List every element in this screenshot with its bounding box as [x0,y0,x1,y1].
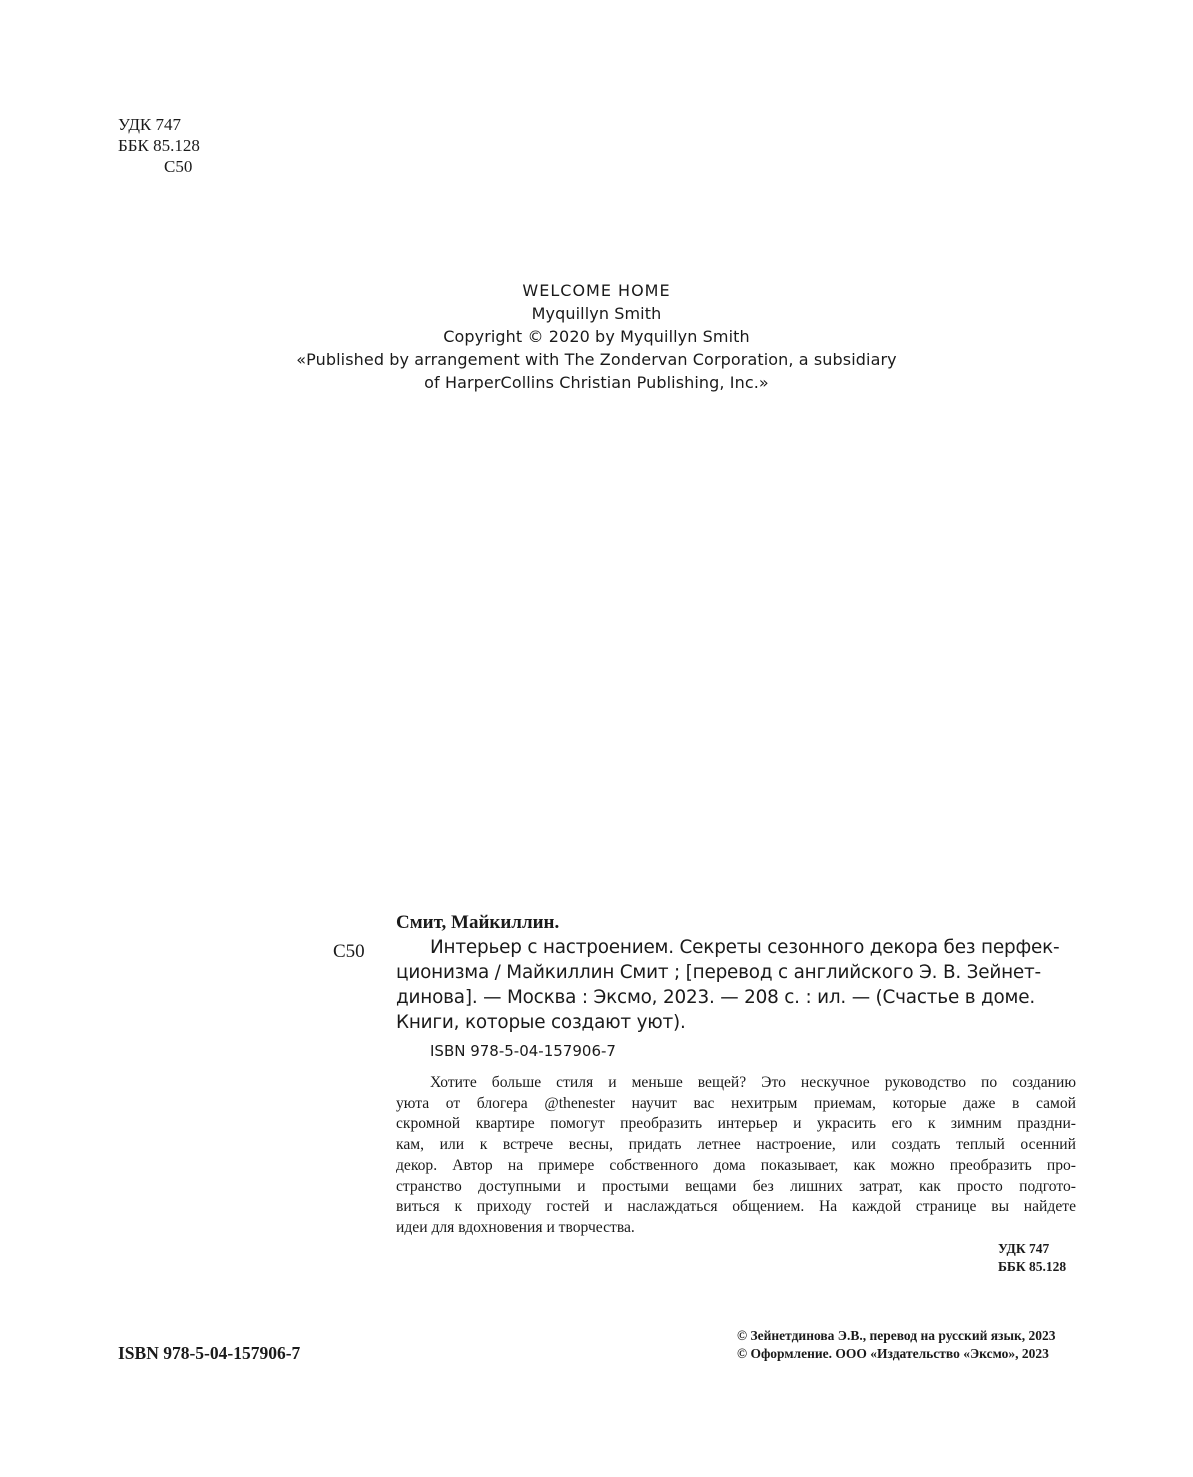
classification-right [998,1240,1066,1276]
record-isbn: ISBN 978-5-04-157906-7 [430,1042,616,1060]
copyright-notice: Copyright © 2020 by Myquillyn Smith [443,327,750,346]
record-author-mark: С50 [333,941,365,962]
bbk-code-right: ББК 85.128 [998,1259,1067,1274]
bbk-code: ББК 85.128 [118,136,200,155]
bib-line: Книги, которые создают уют). [396,1012,686,1033]
classification-block [118,114,200,177]
footer-isbn: ISBN 978-5-04-157906-7 [118,1343,301,1363]
arrangement-line-1: «Published by arrangement with The Zondervan Corporation, a subsidiary [296,350,897,369]
original-title: WELCOME HOME [522,281,671,300]
bib-line: ционизма / Майкиллин Смит ; [перевод с английского Э. В. Зейнет- [396,962,1041,983]
annotation-line: скромной квартире помогут преобразить интерьер и украсить его к зимним праздни- [396,1115,1076,1133]
udk-code-right: УДК 747 [998,1241,1050,1256]
translation-credit: © Зейнетдинова Э.В., перевод на русский язык, 2023 [737,1328,1056,1343]
author-mark: С50 [164,157,193,176]
udk-code: УДК 747 [118,115,182,134]
original-author: Myquillyn Smith [531,304,662,323]
copyright-block [0,279,1193,394]
footer-credits [737,1327,1056,1363]
annotation-line: виться к приходу гостей и наслаждаться общением. На каждой странице вы найдете [396,1198,1076,1216]
annotation-line: идеи для вдохновения и творчества. [396,1218,635,1236]
annotation-line: Хотите больше стиля и меньше вещей? Это нескучное руководство по созданию [430,1074,1076,1091]
bib-line: Интерьер с настроением. Секреты сезонного декора без перфек- [430,937,1060,958]
record-author: Смит, Майкиллин. [396,912,560,933]
design-credit: © Оформление. ООО «Издательство «Эксмо», 2023 [737,1346,1049,1361]
annotation [396,1073,1076,1239]
annotation-line: уюта от блогера @thenester научит вас нехитрым приемам, которые даже в самой [396,1094,1076,1112]
annotation-line: странство доступными и простыми вещами без лишних затрат, как просто подгото- [396,1177,1076,1195]
bib-line: динова]. — Москва : Эксмо, 2023. — 208 с. : ил. — (Счастье в доме. [396,987,1035,1008]
annotation-line: кам, или к встрече весны, придать летнее настроение, или создать теплый осенний [396,1136,1076,1154]
bibliographic-description [396,935,1076,1035]
arrangement-line-2: of HarperCollins Christian Publishing, Inc.» [424,373,769,392]
annotation-line: декор. Автор на примере собственного дома показывает, как можно преобразить про- [396,1156,1076,1174]
